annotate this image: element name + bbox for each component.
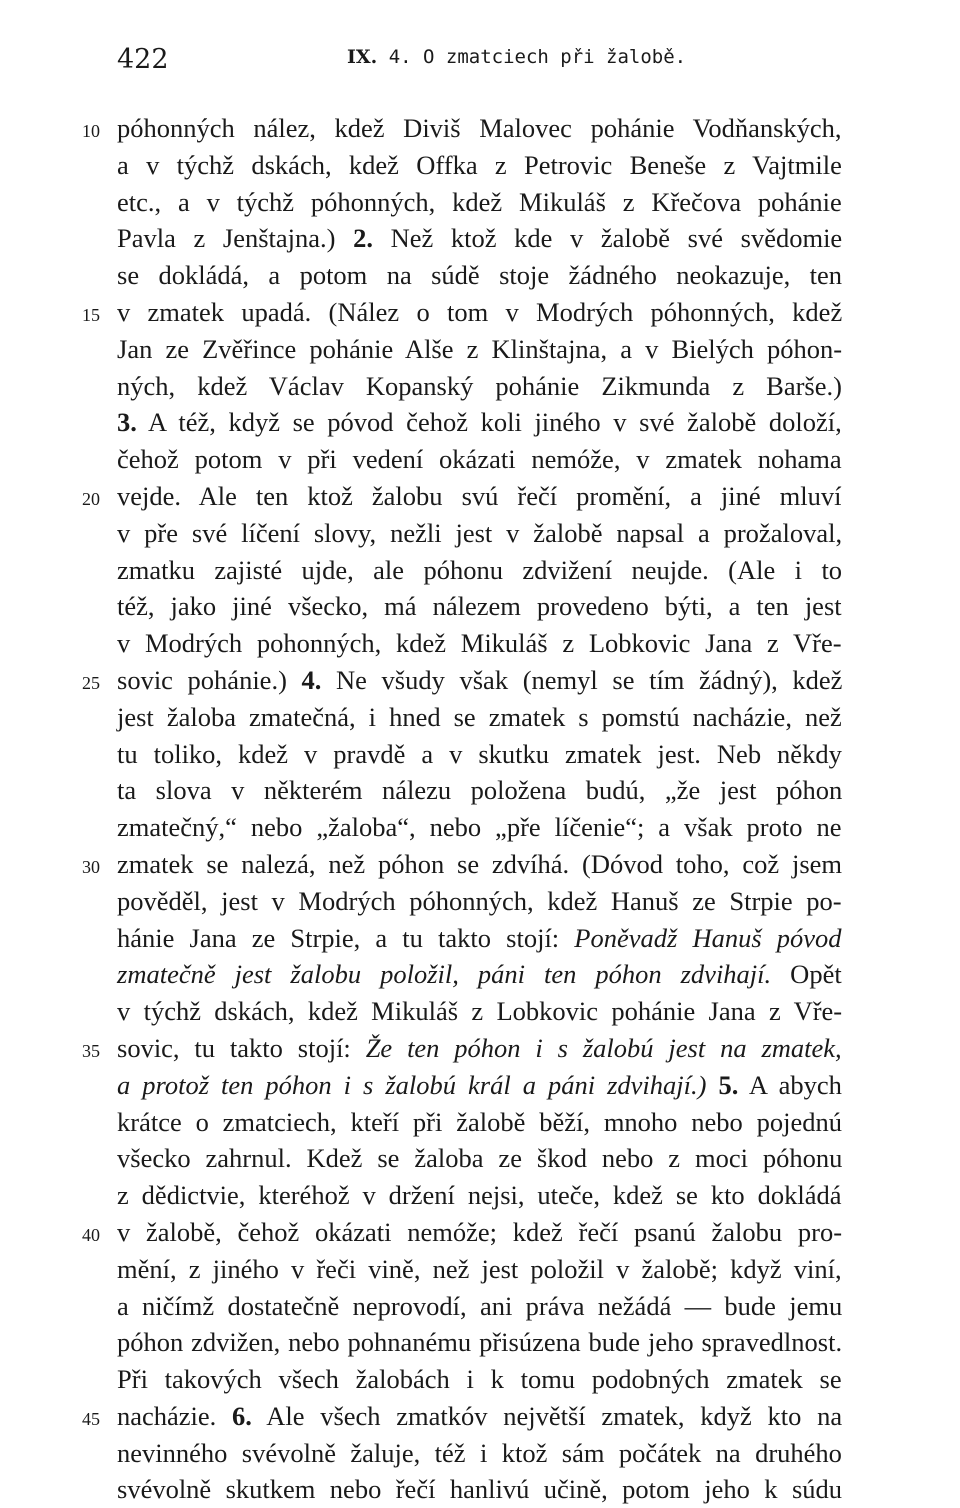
quoted-verdict: Poněvadž Hanuš póvod (574, 922, 842, 953)
text-segment: Při takových všech žalobách i k tomu podobných zmatek se (117, 1364, 842, 1395)
section-number: IX. (347, 46, 378, 68)
text-line (0, 846, 960, 883)
text-line (0, 404, 960, 441)
line-text (117, 588, 842, 625)
line-text (117, 699, 842, 736)
line-text (117, 110, 842, 147)
line-number: 30 (82, 856, 100, 877)
text-segment: A abych (738, 1069, 842, 1100)
text-segment: z dědictvie, kteréhož v držení nejsi, uteče, kdež se kto dokládá (117, 1180, 842, 1211)
line-number: 35 (82, 1040, 100, 1061)
text-line (0, 1140, 960, 1177)
quoted-verdict: a protož ten póhon i s žalobú král a páni zdvihají.) (117, 1069, 707, 1100)
text-segment: krátce o zmatciech, kteří při žalobě běží, mnoho nebo pojednú (117, 1106, 843, 1137)
text-segment: Opět (771, 959, 842, 990)
text-line (0, 1471, 960, 1508)
text-segment: nacházie. (117, 1400, 233, 1431)
line-text (117, 294, 842, 331)
line-text (117, 956, 842, 993)
paragraph-number: 2. (353, 223, 373, 254)
quoted-verdict: zmatečně jest žalobu položil, páni ten póhon zdvihají. (117, 959, 772, 990)
line-text (117, 404, 842, 441)
paragraph-number: 3. (117, 407, 137, 438)
line-text (117, 1435, 842, 1472)
line-text (117, 625, 842, 662)
text-segment: Ale všech zmatkóv největší zmatek, když kto na (251, 1400, 843, 1431)
text-line (0, 1288, 960, 1325)
line-text (117, 1288, 842, 1325)
text-line (0, 1398, 960, 1435)
text-segment: v zmatek upadá. (Nález o tom v Modrých póhonných, kdež (117, 296, 843, 327)
line-text (117, 1067, 842, 1104)
line-text (117, 331, 842, 368)
running-head (347, 46, 686, 68)
line-text (117, 515, 842, 552)
text-line (0, 515, 960, 552)
text-line (0, 331, 960, 368)
text-segment: etc., a v týchž póhonných, kdež Mikuláš z Křečova pohánie (117, 186, 842, 217)
text-line (0, 1435, 960, 1472)
text-segment: zmatek se nalezá, než póhon se zdvíhá. (Dóvod toho, což jsem (117, 848, 843, 879)
line-text (117, 552, 842, 589)
text-line (0, 294, 960, 331)
text-line (0, 883, 960, 920)
text-line (0, 147, 960, 184)
text-segment: póhonných nález, kdež Diviš Malovec pohánie Vodňanských, (117, 113, 842, 143)
text-line (0, 1067, 960, 1104)
text-segment: svévolně skutkem nebo řečí hanlivú učině, potom jeho k súdu (117, 1474, 843, 1505)
text-segment: Jan ze Zvěřince pohánie Alše z Klinštajna, a v Bielých póhon- (117, 333, 843, 364)
text-segment: čehož potom v při vedení okázati nemóže, v zmatek nohama (117, 444, 842, 475)
line-text (117, 920, 842, 957)
text-segment: nevinného svévolně žaluje, též i ktož sám počátek na druhého (117, 1437, 842, 1468)
line-text (117, 147, 842, 184)
paragraph-number: 4. (301, 664, 322, 695)
text-segment: zmatku zajisté ujde, ale póhonu zdvižení neujde. (Ale i to (117, 554, 843, 585)
text-segment: a v týchž dskách, kdež Offka z Petrovic Beneše z Vajtmile (117, 149, 842, 180)
text-segment: póhon zdvižen, nebo pohnanému přisúzena bude jeho spravedlnost. (117, 1327, 843, 1358)
text-segment: v Modrých pohonných, kdež Mikuláš z Lobkovic Jana z Vře- (117, 628, 842, 659)
line-text (117, 478, 842, 515)
text-segment: vejde. Ale ten ktož žalobu svú řečí promění, a jiné mluví (117, 480, 842, 511)
line-text (117, 1324, 842, 1361)
line-text (117, 1030, 842, 1067)
text-segment: Pavla z Jenštajna.) (117, 223, 354, 254)
text-line (0, 588, 960, 625)
line-text (117, 736, 842, 773)
line-number: 40 (82, 1224, 100, 1245)
text-segment: sovic pohánie.) (117, 664, 302, 695)
text-line (0, 736, 960, 773)
text-line (0, 956, 960, 993)
text-line (0, 184, 960, 221)
text-segment: všecko zahrnul. Kdež se žaloba ze škod nebo z moci póhonu (117, 1143, 843, 1174)
text-segment (706, 1070, 718, 1100)
text-line (0, 1104, 960, 1141)
line-text (117, 257, 842, 294)
line-text (117, 1104, 842, 1141)
text-line (0, 552, 960, 589)
text-segment: v žalobě, čehož okázati nemóže; kdež řečí psanú žalobu pro- (117, 1216, 843, 1247)
line-number: 45 (82, 1408, 100, 1429)
text-segment: jest žaloba zmatečná, i hned se zmatek s pomstú nacházie, než (117, 701, 842, 732)
text-segment: ta slova v některém nálezu položena budú, „že jest póhon (117, 775, 843, 806)
line-text (117, 1140, 842, 1177)
text-segment: v pře své líčení slovy, nežli jest v žalobě napsal a prožaloval, (117, 517, 843, 548)
line-text (117, 772, 842, 809)
line-text (117, 846, 842, 883)
text-line (0, 220, 960, 257)
text-segment: ných, kdež Václav Kopanský pohánie Zikmunda z Barše.) (117, 370, 842, 401)
text-line (0, 809, 960, 846)
line-number: 15 (82, 304, 100, 325)
text-line (0, 662, 960, 699)
line-number: 20 (82, 488, 100, 509)
line-text (117, 184, 842, 221)
line-text (117, 1214, 842, 1251)
text-line (0, 1214, 960, 1251)
line-text (117, 441, 842, 478)
text-line (0, 478, 960, 515)
text-segment: tu toliko, kdež v pravdě a v skutku zmatek jest. Neb někdy (117, 738, 842, 769)
text-segment: a ničímž dostatečně neprovodí, ani práva nežádá — bude jemu (117, 1290, 843, 1321)
quoted-verdict: Že ten póhon i s žalobú jest na zmatek, (365, 1032, 842, 1063)
text-line (0, 699, 960, 736)
text-segment: hánie Jana ze Strpie, a tu takto stojí: (117, 922, 575, 953)
line-text (117, 1471, 842, 1508)
line-text (117, 1398, 842, 1435)
text-segment: v týchž dskách, kdež Mikuláš z Lobkovic pohánie Jana z Vře- (117, 996, 843, 1027)
text-line (0, 1361, 960, 1398)
text-line (0, 1251, 960, 1288)
text-line (0, 368, 960, 405)
page-number: 422 (117, 44, 169, 75)
text-segment: sovic, tu takto stojí: (117, 1032, 366, 1063)
line-text (117, 809, 841, 846)
line-text (117, 220, 842, 257)
text-segment: pověděl, jest v Modrých póhonných, kdež Hanuš ze Strpie po- (117, 885, 842, 916)
running-title: 4. O zmatciech při žalobě. (388, 46, 687, 68)
line-text (117, 993, 842, 1030)
line-number: 25 (82, 672, 100, 693)
text-line (0, 772, 960, 809)
line-number: 10 (82, 121, 100, 141)
paragraph-number: 5. (718, 1069, 739, 1100)
text-line (0, 441, 960, 478)
line-text (117, 1251, 842, 1288)
text-line (0, 257, 960, 294)
text-line (0, 1177, 960, 1214)
text-segment: A též, když se póvod čehož koli jiného v své žalobě doloží, (136, 407, 842, 438)
text-line (0, 1324, 960, 1361)
paragraph-number: 6. (232, 1400, 252, 1431)
text-segment: mění, z jiného v řeči vině, než jest položil v žalobě; když viní, (117, 1253, 842, 1284)
text-segment: Než ktož kde v žalobě své svědomie (372, 223, 843, 254)
text-segment: Ne všudy však (nemyl se tím žádný), kdež (321, 664, 843, 695)
text-line (0, 993, 960, 1030)
text-line (0, 110, 960, 147)
text-line (0, 625, 960, 662)
line-text (117, 1177, 842, 1214)
text-line (0, 1030, 960, 1067)
text-segment: též, jako jiné všecko, má nálezem provedeno býti, a ten jest (117, 591, 842, 622)
text-line (0, 920, 960, 957)
text-segment: zmatečný,“ nebo „žaloba“, nebo „pře líčenie“; a však proto ne (117, 812, 842, 843)
line-text (117, 368, 842, 405)
line-text (117, 1361, 842, 1398)
page-body (0, 110, 960, 1508)
page-header (117, 44, 853, 84)
line-text (117, 662, 842, 699)
line-text (117, 883, 842, 920)
text-segment: se dokládá, a potom na súdě stoje žádného neokazuje, ten (117, 260, 843, 291)
